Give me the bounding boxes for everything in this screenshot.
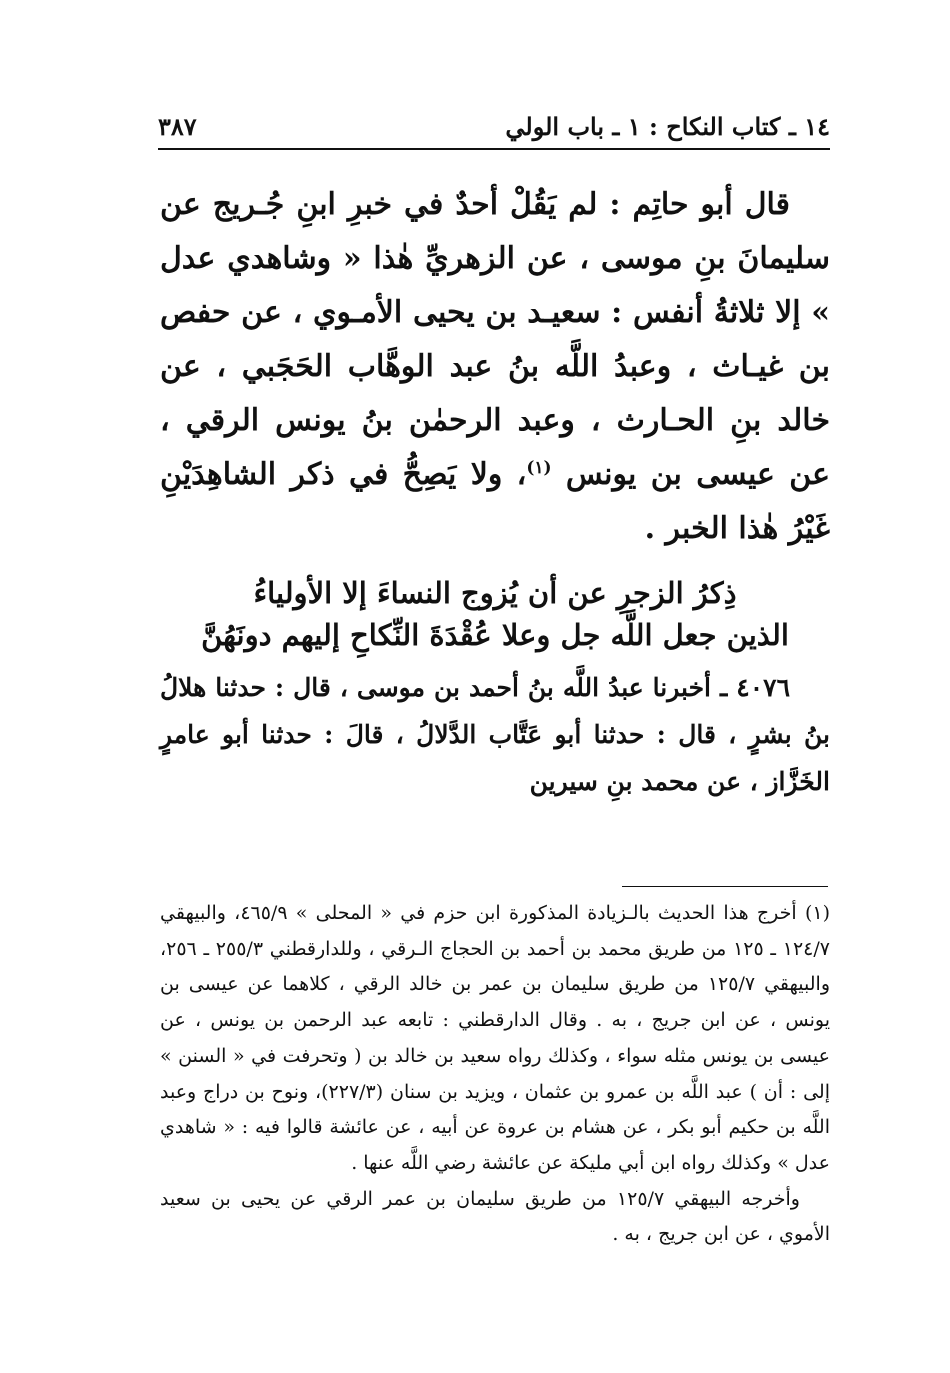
hadith-paragraph: ٤٠٧٦ ـ أخبرنا عبدُ اللَّه بنُ أحمد بن موسى ، قال : حدثنا هلالُ بنُ بشرٍ ، قال : حدثنا أبو عَتَّاب الدَّلالُ ، قالَ : حدثنا أبو عامرٍ الخَزَّاز ، عن محمد بنِ سيرين	[160, 673, 830, 796]
commentary-paragraph	[160, 178, 830, 556]
main-text	[160, 178, 830, 556]
footnote-1-continuation: وأخرجه البيهقي ١٢٥/٧ من طريق سليمان بن عمر الرقي عن يحيى بن سعيد الأموي ، عن ابن جريج ، به .	[160, 1187, 830, 1246]
section-heading	[160, 572, 830, 656]
footnote-divider	[622, 886, 828, 887]
header-divider	[158, 148, 830, 150]
hadith-text	[160, 664, 830, 805]
heading-line-1: ذِكرُ الزجرِ عن أن يُزوج النساءَ إلا الأولياءُ	[253, 576, 737, 610]
page-number: ٣٨٧	[158, 112, 197, 141]
chapter-title: ١٤ ـ كتاب النكاح : ١ ـ باب الولي	[505, 112, 830, 141]
heading-line-2: الذين جعل اللَّه جل وعلا عُقْدَةَ النِّكاحِ إليهم دونَهُنَّ	[201, 618, 789, 652]
footnote-marker[interactable]: (١)	[526, 458, 552, 478]
paragraph-text-end: ، ولا يَصِحُّ في ذكر الشاهِدَيْنِ غَيْرُ هٰذا الخبر .	[160, 457, 830, 546]
footnote-1: (١) أخرج هذا الحديث بالـزيادة المذكورة ابن حزم في « المحلى » ٤٦٥/٩، والبيهقي ١٢٤/٧ ـ ١٢٥ من طريق محمد بن أحمد بن الحجاج الـرقي ، وللدارقطني ٢٥٥/٣ ـ ٢٥٦، والبيهقي ١٢٥/٧ من طريق سليمان بن عمر بن خالد الرقي ، كلاهما عن عيسى بن يونس ، عن ابن جريج ، به . وقال الدارقطني : تابعه عبد الرحمن بن يونس ، عن عيسى بن يونس مثله سواء ، وكذلك رواه سعيد بن خالد بن ( وتحرفت في « السنن » إلى : أن ) عبد اللَّه بن عمرو بن عثمان ، ويزيد بن سنان (٢٢٧/٣)، ونوح بن دراج وعبد اللَّه بن حكيم أبو بكر ، عن هشام بن عروة عن أبيه ، عن عائشة قالوا فيه : « شاهدي عدل » وكذلك رواه ابن أبي مليكة عن عائشة رضي اللَّه عنها .	[160, 902, 830, 1174]
running-header	[158, 112, 830, 146]
paragraph-text: قال أبو حاتِم : لم يَقُلْ أحدٌ في خبرِ ابنِ جُـريج عن سليمانَ بنِ موسى ، عن الزهريِّ هٰذا « وشاهدي عدل » إلا ثلاثةُ أنفس : سعيـد بن يحيى الأمـوي ، عن حفص بن غيـاث ، وعبدُ اللَّه بنُ عبد الوهَّاب الحَجَبي ، عن خالد بنِ الحـارث ، وعبد الرحمٰن بنُ يونس الرقي ، عن عيسى بن يونس	[160, 187, 831, 492]
footnotes	[160, 896, 830, 1253]
